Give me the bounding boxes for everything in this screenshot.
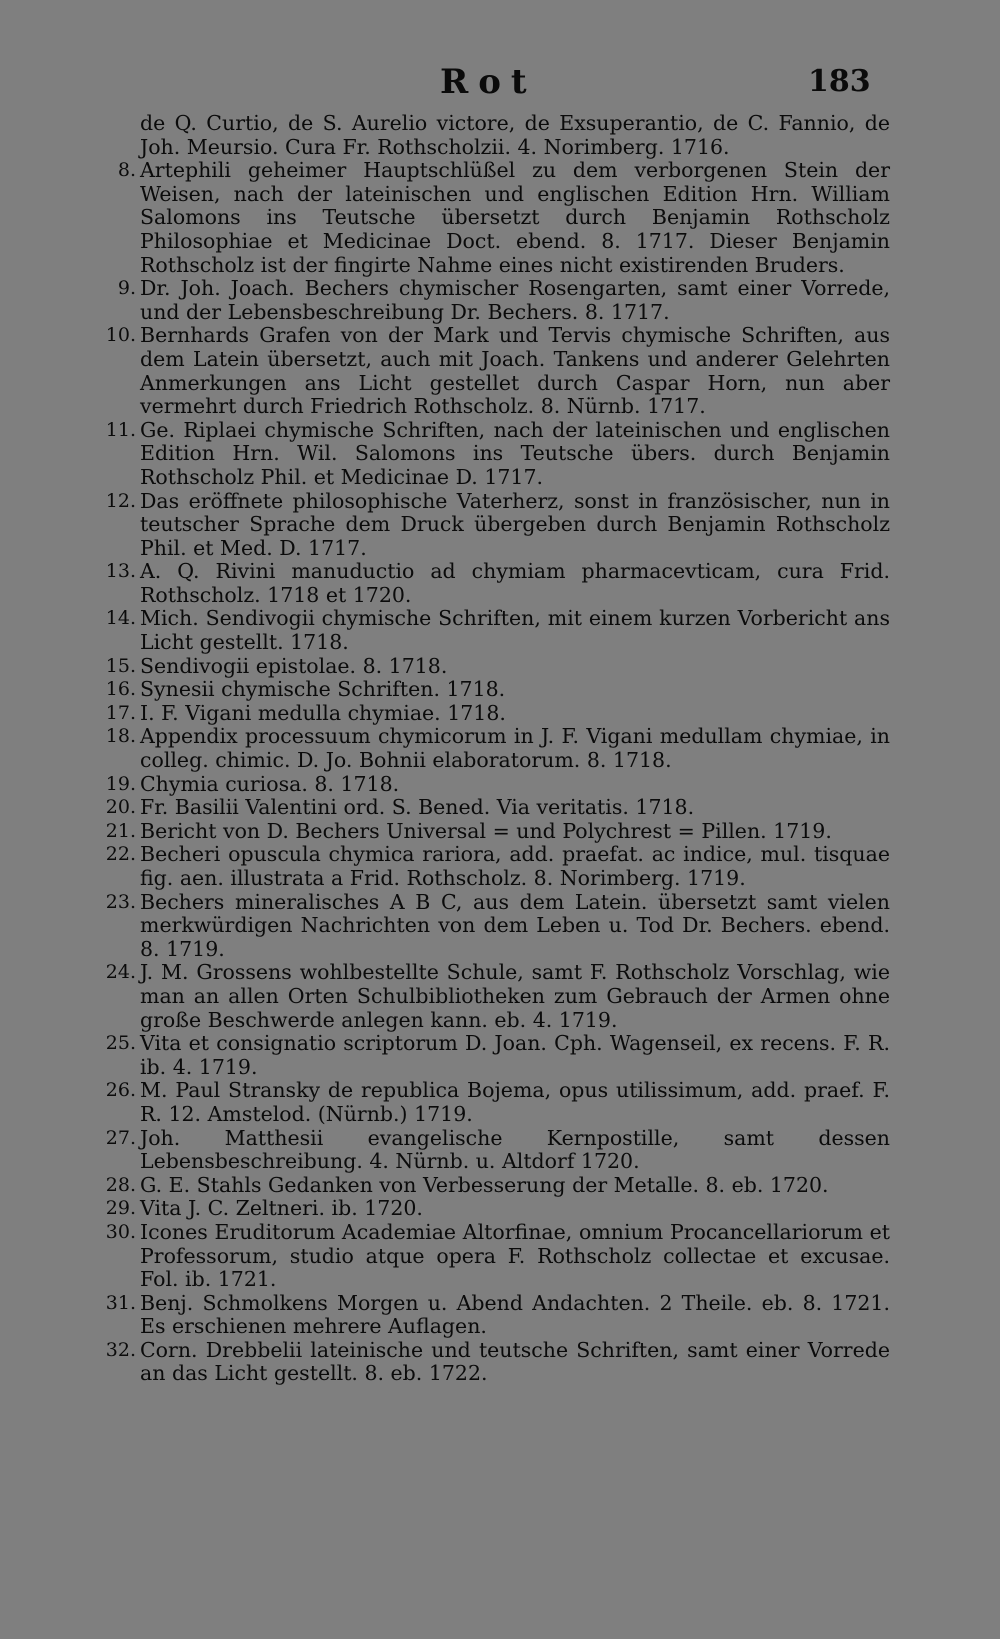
entry-number: 31.	[105, 1291, 136, 1314]
entry-text: Fr. Basilii Valentini ord. S. Bened. Via veritatis. 1718.	[140, 795, 695, 820]
entry-text: Benj. Schmolkens Morgen u. Abend Andachten. 2 Theile. eb. 8. 1721. Es erschienen mehrere Auflagen.	[140, 1290, 890, 1339]
entry-text: Corn. Drebbelii lateinische und teutsche Schriften, samt einer Vorrede an das Licht gestellt. 8. eb. 1722.	[140, 1337, 890, 1386]
bibliography-entry	[100, 560, 890, 607]
bibliography-entry	[100, 796, 890, 820]
entry-number: 23.	[105, 890, 136, 913]
entry-number: 12.	[105, 489, 136, 512]
entry-text: Bechers mineralisches A B C, aus dem Latein. übersetzt samt vielen merkwürdigen Nachrichten von dem Leben u. Tod Dr. Bechers. ebend. 8. 1719.	[140, 889, 890, 961]
entry-number: 30.	[105, 1220, 136, 1243]
entry-text: Sendivogii epistolae. 8. 1718.	[140, 653, 448, 678]
entry-number: 13.	[105, 560, 136, 583]
bibliography-list	[100, 112, 890, 1386]
bibliography-entry	[100, 1339, 890, 1386]
entry-number: 20.	[105, 796, 136, 819]
bibliography-entry	[100, 1197, 890, 1221]
bibliography-entry	[100, 159, 890, 277]
page-header	[0, 62, 1000, 112]
bibliography-entry	[100, 891, 890, 962]
bibliography-entry	[100, 607, 890, 654]
entry-text: Becheri opuscula chymica rariora, add. praefat. ac indice, mul. tisquae fig. aen. illustrata a Frid. Rothscholz. 8. Norimberg. 1719.	[140, 842, 890, 890]
entry-text: Bericht von D. Bechers Universal = und Polychrest = Pillen. 1719.	[140, 818, 832, 843]
bibliography-entry	[100, 655, 890, 679]
bibliography-entry	[100, 773, 890, 797]
bibliography-entry	[100, 961, 890, 1032]
bibliography-entry	[100, 725, 890, 772]
entry-number: 25.	[105, 1032, 136, 1055]
entry-text: de Q. Curtio, de S. Aurelio victore, de Exsuperantio, de C. Fannio, de Joh. Meursio. Cura Fr. Rothscholzii. 4. Norimberg. 1716.	[140, 111, 890, 159]
entry-text: M. Paul Stransky de republica Bojema, opus utilissimum, add. praef. F. R. 12. Amstelod. (Nürnb.) 1719.	[140, 1078, 890, 1126]
entry-text: Artephili geheimer Hauptschlüßel zu dem verborgenen Stein der Weisen, nach der lateinischen und englischen Edition Hrn. William Salomons ins Teutsche übersetzt durch Benjamin Rothscholz Philosophiae et Medicinae Doct. ebend. 8. 1717. Dieser Benjamin Rothscholz ist der fingirte Nahme eines nicht existirenden Bruders.	[140, 158, 890, 277]
entry-number: 26.	[105, 1079, 136, 1102]
bibliography-entry	[100, 490, 890, 561]
entry-text: Vita et consignatio scriptorum D. Joan. Cph. Wagenseil, ex recens. F. R. ib. 4. 1719.	[140, 1031, 890, 1079]
entry-number: 11.	[105, 418, 136, 441]
entry-number: 19.	[105, 772, 136, 795]
entry-number: 17.	[105, 701, 136, 724]
page-number: 183	[808, 64, 871, 99]
entry-text: I. F. Vigani medulla chymiae. 1718.	[140, 700, 506, 725]
bibliography-entry	[100, 112, 890, 159]
entry-text: A. Q. Rivini manuductio ad chymiam pharmacevticam, cura Frid. Rothscholz. 1718 et 1720.	[140, 559, 890, 607]
entry-number: 22.	[105, 843, 136, 866]
bibliography-entry	[100, 702, 890, 726]
entry-number: 15.	[105, 654, 136, 677]
entry-number: 16.	[105, 678, 136, 701]
entry-text: Joh. Matthesii evangelische Kernpostille, samt dessen Lebensbeschreibung. 4. Nürnb. u. Altdorf 1720.	[140, 1125, 890, 1174]
entry-number: 27.	[105, 1126, 136, 1149]
bibliography-entry	[100, 419, 890, 490]
bibliography-entry	[100, 1079, 890, 1126]
entry-text: Synesii chymische Schriften. 1718.	[140, 677, 506, 702]
bibliography-entry	[100, 820, 890, 844]
running-head: Rot	[440, 62, 537, 102]
entry-number: 9.	[117, 277, 136, 300]
entry-number: 28.	[105, 1173, 136, 1196]
entry-number: 29.	[105, 1197, 136, 1220]
entry-number: 10.	[105, 324, 136, 347]
entry-text: Chymia curiosa. 8. 1718.	[140, 771, 400, 796]
bibliography-entry	[100, 1032, 890, 1079]
entry-text: Mich. Sendivogii chymische Schriften, mit einem kurzen Vorbericht ans Licht gestellt. 1718.	[140, 606, 890, 655]
entry-text: Icones Eruditorum Academiae Altorfinae, omnium Procancellariorum et Professorum, studio atque opera F. Rothscholz collectae et excusae. Fol. ib. 1721.	[140, 1219, 890, 1292]
entry-number: 8.	[117, 159, 136, 182]
entry-number: 18.	[105, 725, 136, 748]
entry-text: Das eröffnete philosophische Vaterherz, sonst in französischer, nun in teutscher Sprache dem Druck übergeben durch Benjamin Rothscholz Phil. et Med. D. 1717.	[140, 488, 890, 560]
bibliography-entry	[100, 1292, 890, 1339]
bibliography-entry	[100, 277, 890, 324]
bibliography-entry	[100, 678, 890, 702]
bibliography-entry	[100, 1174, 890, 1198]
entry-text: Vita J. C. Zeltneri. ib. 1720.	[140, 1196, 423, 1221]
entry-text: Bernhards Grafen von der Mark und Tervis chymische Schriften, aus dem Latein übersetzt, auch mit Joach. Tankens und anderer Gelehrten Anmerkungen ans Licht gestellet durch Caspar Horn, nun aber vermehrt durch Friedrich Rothscholz. 8. Nürnb. 1717.	[140, 323, 890, 419]
entry-text: Appendix processuum chymicorum in J. F. Vigani medullam chymiae, in colleg. chimic. D. Jo. Bohnii elaboratorum. 8. 1718.	[140, 724, 890, 773]
entry-text: Dr. Joh. Joach. Bechers chymischer Rosengarten, samt einer Vorrede, und der Lebensbeschreibung Dr. Bechers. 8. 1717.	[140, 276, 890, 324]
entry-number: 14.	[105, 607, 136, 630]
entry-number: 24.	[105, 961, 136, 984]
bibliography-entry	[100, 1127, 890, 1174]
entry-number: 32.	[105, 1338, 136, 1361]
entry-text: G. E. Stahls Gedanken von Verbesserung der Metalle. 8. eb. 1720.	[140, 1172, 829, 1197]
entry-text: Ge. Riplaei chymische Schriften, nach der lateinischen und englischen Edition Hrn. Wil. Salomons ins Teutsche übers. durch Benjamin Rothscholz Phil. et Medicinae D. 1717.	[140, 417, 890, 489]
entry-text: J. M. Grossens wohlbestellte Schule, samt F. Rothscholz Vorschlag, wie man an allen Orten Schulbibliotheken zum Gebrauch der Armen ohne große Beschwerde anlegen kann. eb. 4. 1719.	[140, 960, 890, 1032]
entry-number: 21.	[105, 819, 136, 842]
bibliography-entry	[100, 843, 890, 890]
bibliography-entry	[100, 1221, 890, 1292]
bibliography-entry	[100, 324, 890, 418]
